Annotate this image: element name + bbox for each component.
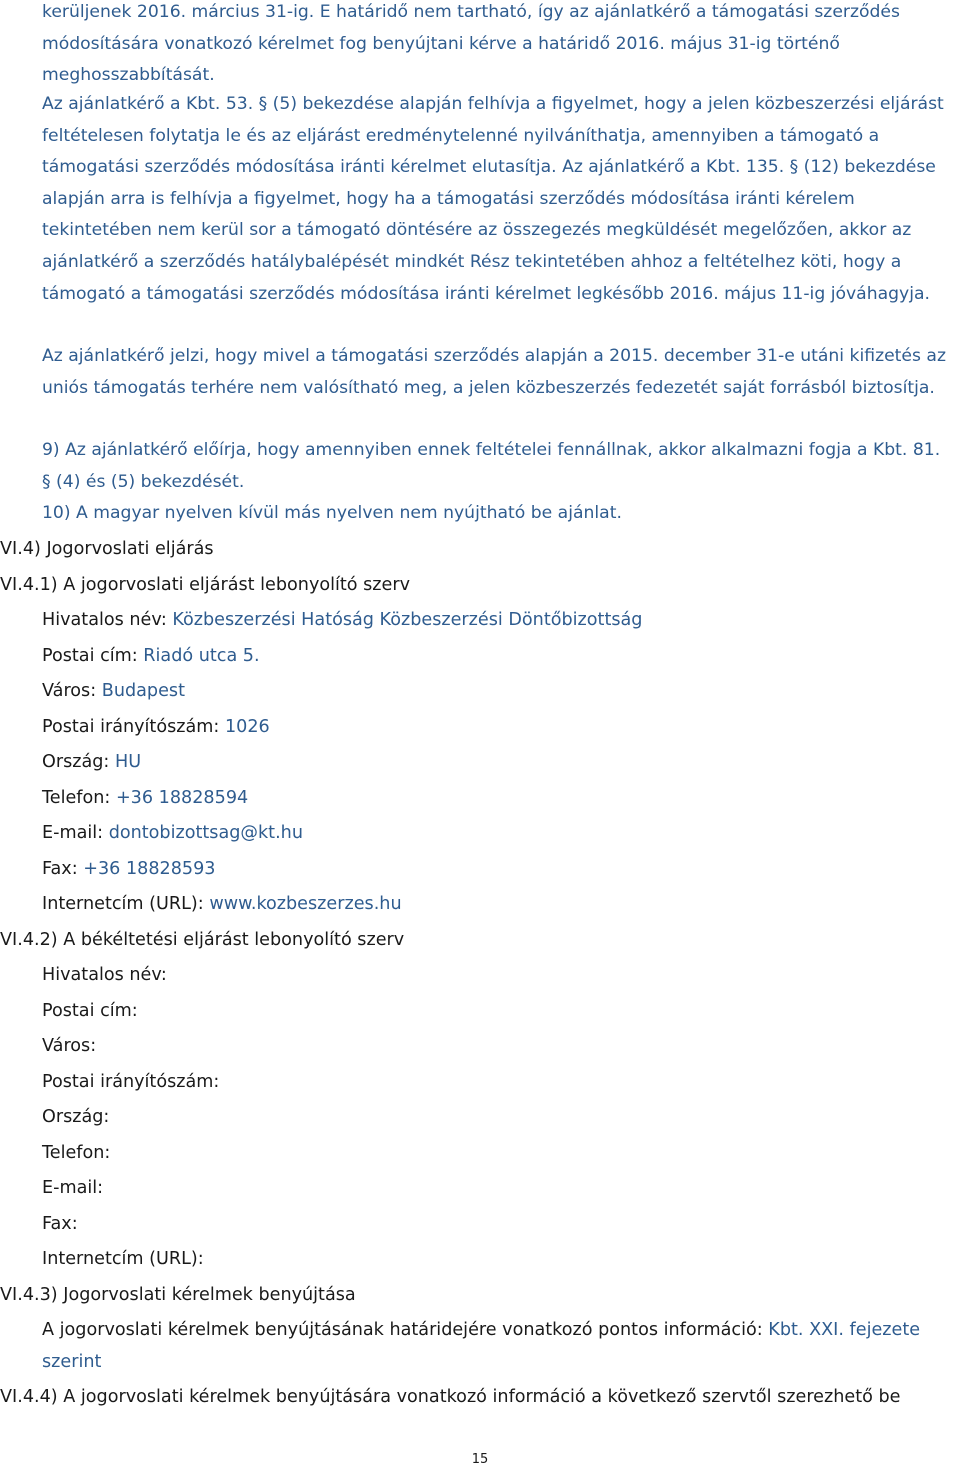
- paragraph-point-9: 9) Az ajánlatkérő előírja, hogy amennyiben ennek feltételei fennállnak, akkor alkalmazni fogja a Kbt. 81. § (4) és (5) bekezdését.: [42, 440, 941, 492]
- url-link[interactable]: www.kozbeszerzes.hu: [209, 894, 402, 914]
- field-value: Riadó utca 5.: [143, 646, 260, 666]
- section-heading-vi42: VI.4.2) A békéltetési eljárást lebonyolító szerv: [0, 930, 405, 950]
- email-link[interactable]: dontobizottsag@kt.hu: [108, 823, 303, 843]
- field-value: +36 18828593: [83, 859, 216, 879]
- field-country: [42, 750, 141, 774]
- section-heading-vi43: VI.4.3) Jogorvoslati kérelmek benyújtása: [0, 1285, 356, 1305]
- field-label: Város:: [42, 681, 97, 701]
- field-label: Ország:: [42, 752, 110, 772]
- field-label: Postai cím:: [42, 646, 138, 666]
- field-phone: [42, 786, 248, 810]
- paragraph-point-10: 10) A magyar nyelven kívül más nyelven nem nyújtható be ajánlat.: [42, 503, 622, 523]
- field-postal-address-empty: Postai cím:: [42, 1001, 138, 1021]
- field-label: Telefon:: [42, 788, 111, 808]
- field-label: Fax:: [42, 859, 78, 879]
- field-email-empty: E-mail:: [42, 1178, 104, 1198]
- field-official-name-empty: Hivatalos név:: [42, 965, 167, 985]
- field-city: [42, 679, 185, 703]
- field-postal-code-empty: Postai irányítószám:: [42, 1072, 220, 1092]
- deadline-info: [42, 1315, 954, 1378]
- field-postal-address: [42, 644, 260, 668]
- field-url-empty: Internetcím (URL):: [42, 1249, 204, 1269]
- field-email: [42, 821, 303, 845]
- paragraph-own-funding: Az ajánlatkérő jelzi, hogy mivel a támogatási szerződés alapján a 2015. december 31-e utáni kifizetés az uniós támogatás terhére nem valósítható meg, a jelen közbeszerzés fedezetét saját forrásból biztosítja.: [42, 346, 946, 398]
- section-heading-vi4: VI.4) Jogorvoslati eljárás: [0, 539, 214, 559]
- section-heading-vi41: VI.4.1) A jogorvoslati eljárást lebonyolító szerv: [0, 575, 411, 595]
- field-label: Postai irányítószám:: [42, 717, 220, 737]
- field-url: [42, 892, 402, 916]
- field-value: +36 18828594: [115, 788, 249, 808]
- field-postal-code: [42, 715, 270, 739]
- page-number: 15: [471, 1452, 489, 1467]
- section-heading-vi44: VI.4.4) A jogorvoslati kérelmek benyújtására vonatkozó információ a következő szervtől szerezhető be: [0, 1387, 901, 1407]
- field-official-name: [42, 608, 642, 632]
- deadline-label: A jogorvoslati kérelmek benyújtásának határidejére vonatkozó pontos információ:: [42, 1320, 763, 1340]
- field-fax: [42, 857, 216, 881]
- field-country-empty: Ország:: [42, 1107, 110, 1127]
- paragraph-conditional-procedure: Az ajánlatkérő a Kbt. 53. § (5) bekezdése alapján felhívja a figyelmet, hogy a jelen közbeszerzési eljárást feltételesen folytatja le és az eljárást eredménytelenné nyilváníthatja, amennyiben a támogató a támogatási szerződés módosítása iránti kérelmet elutasítja. Az ajánlatkérő a Kbt. 135. § (12) bekezdése alapján arra is felhívja a figyelmet, hogy ha a támogatási szerződés módosítása iránti kérelem tekintetében nem kerül sor a támogató döntésére az összegezés megküldését megelőzően, akkor az ajánlatkérő a szerződés hatálybalépését mindkét Rész tekintetében ahhoz a feltételhez köti, hogy a támogató a támogatási szerződés módosítása iránti kérelmet legkésőbb 2016. május 11-ig jóváhagyja.: [42, 94, 944, 304]
- field-city-empty: Város:: [42, 1036, 97, 1056]
- paragraph-deadline-extension: kerüljenek 2016. március 31-ig. E határidő nem tartható, így az ajánlatkérő a támogatási szerződés módosítására vonatkozó kérelmet fog benyújtani kérve a határidő 2016. május 31-ig történő meghosszabbítását.: [42, 2, 900, 86]
- field-phone-empty: Telefon:: [42, 1143, 111, 1163]
- field-fax-empty: Fax:: [42, 1214, 78, 1234]
- field-label: Internetcím (URL):: [42, 894, 204, 914]
- field-label: Hivatalos név:: [42, 610, 167, 630]
- field-value: Közbeszerzési Hatóság Közbeszerzési Döntőbizottság: [172, 610, 643, 630]
- deadline-value: Kbt. XXI. fejezete szerint: [42, 1320, 921, 1372]
- field-value: Budapest: [101, 681, 185, 701]
- field-label: E-mail:: [42, 823, 104, 843]
- field-value: HU: [114, 752, 142, 772]
- field-value: 1026: [224, 717, 270, 737]
